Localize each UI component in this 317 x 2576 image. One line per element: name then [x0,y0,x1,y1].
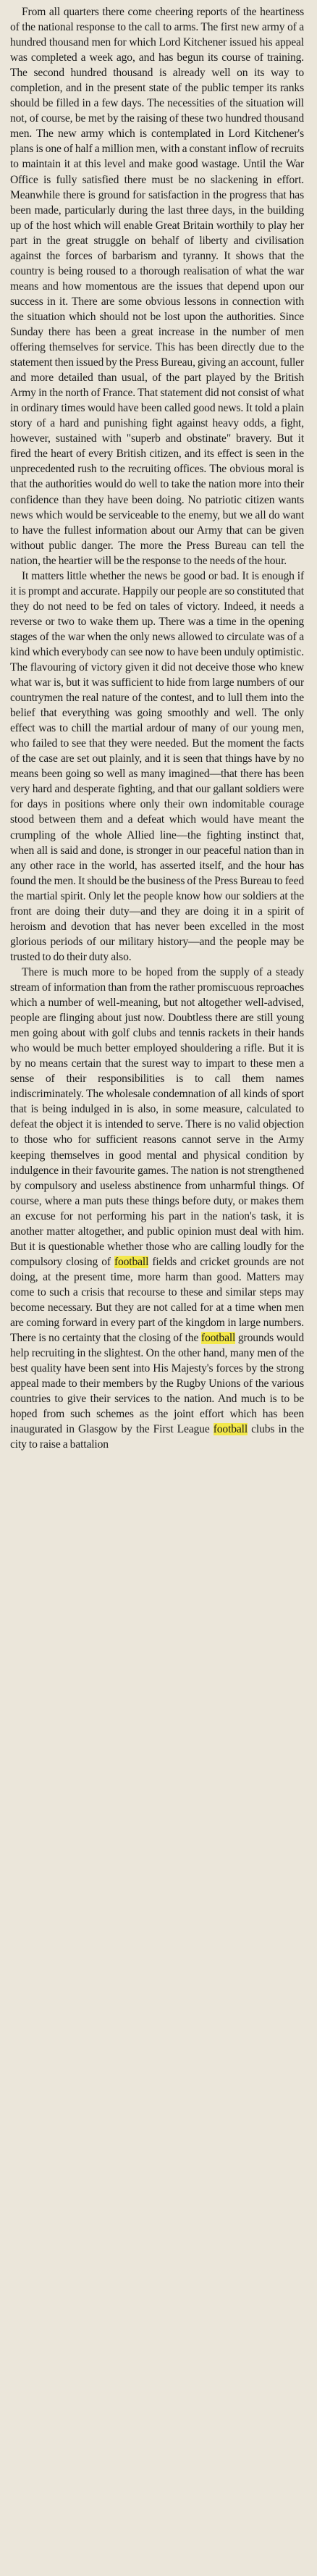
highlighted-search-term: football [114,1255,149,1268]
article-paragraph-1: From all quarters there come cheering reports of the heartiness of the national response to the call to arms. The first new army of a hundred thousand men for which Lord Kitchener issued his appeal was completed a week ago, and has begun its course of training. The second hundred thousand is already well on its way to completion, and in the present state of the public temper its ranks should be filled in a few days. The necessities of the situation will not, of course, be met by the raising of these two hundred thousand men. The new army which is contemplated in Lord Kitchener's plans is one of half a million men, with a constant inflow of recruits to maintain it at this level and make good wastage. Until the War Office is fully satisfied there must be no slackening in effort. Meanwhile there is ground for satisfaction in the progress that has been made, particularly during the last three days, in the building up of the host which will enable Great Britain worthily to play her part in the great struggle on behalf of liberty and civilisation against the forces of barbarism and tyranny. It shows that the country is being roused to a thorough realisation of what the war means and how momentous are the issues that depend upon our success in it. There are some obvious lessons in connection with the situation which should not be lost upon the authorities. Since Sunday there has been a great increase in the number of men offering themselves for service. This has been directly due to the statement then issued by the Press Bureau, giving an account, fuller and more detailed than usual, of the part played by the British Army in the north of France. That statement did not consist of what in ordinary times would have been called good news. It told a plain story of a hard and punishing fight against heavy odds, a fight, however, sustained with "superb and obstinate" bravery. But it fired the heart of every British citizen, and its effect is seen in the unprecedented rush to the recruiting offices. The obvious moral is that the authorities would do well to take the nation more into their confidence than they have been doing. No patriotic citizen wants news which would be serviceable to the enemy, but we all do want to have the fullest information about our Army that can be given without public danger. The more the Press Bureau can tell the nation, the heartier will be the response to the needs of the hour. [10,6,304,567]
article-paragraph-2: It matters little whether the news be good or bad. It is enough if it is prompt and accurate. Happily our people are so constituted that they do not need to be fed on tales of victory. Indeed, it needs a reverse or two to wake them up. There was a time in the opening stages of the war when the only news allowed to circulate was of a kind which everybody can see now to have been unduly optimistic. The flavouring of victory given it did not deceive those who knew what war is, but it was sufficient to hide from large numbers of our countrymen the real nature of the contest, and to lull them into the belief that everything was going smoothly and well. The only effect was to chill the martial ardour of many of our young men, who failed to see that they were needed. But the moment the facts of the case are set out plainly, and it is seen that things have by no means been going so well as many imagined—that there has been very hard and desperate fighting, and that our gallant soldiers were for days in positions where only their own indomitable courage stood between them and a defeat which would have meant the crumpling of the whole Allied line—the fighting instinct that, when all is said and done, is stronger in our peaceful nation than in any other race in the world, has asserted itself, and the hour has found the men. It should be the business of the Press Bureau to feed the martial spirit. Only let the people know how our soldiers at the front are doing their duty—and they are doing it in a spirit of heroism and devotion that has never been excelled in the most glorious periods of our military history—and the people may be trusted to do their duty also. [10,569,304,963]
article-paragraph-3: There is much more to be hoped from the supply of a steady stream of information than from the rather promiscuous reproaches which a number of well-meaning, but not altogether well-advised, people are flinging about just now. Doubtless there are still young men going about with golf clubs and tennis rackets in their hands who would be much better employed shouldering a rifle. But it is by no means certain that the surest way to impart to these men a sense of their responsibilities is to call them names indiscriminately. The wholesale condemnation of all kinds of sport that is being indulged in is also, in some measure, calculated to defeat the object it is intended to serve. There is no valid objection to those who for sufficient reasons cannot serve in the Army keeping themselves in good mental and physical condition by indulgence in their favourite games. The nation is not strengthened by compulsory and useless abstinence from unharmful things. Of course, where a man puts these things before duty, or makes them an excuse for not performing his part in the nation's task, it is another matter altogether, and public opinion must deal with him. But it is questionable whether those who are calling loudly for the compulsory closing of football fields and cricket grounds are not doing, at the present time, more harm than good. Matters may come to such a crisis that recourse to these and similar steps may become necessary. But they are not called for at a time when men are coming forward in every part of the kingdom in large numbers. There is no certainty that the closing of the football grounds would help recruiting in the slightest. On the other hand, many men of the best quality have been sent into His Majesty's forces by the strong appeal made to their members by the Rugby Unions of the various countries to give their services to the nation. And much is to be hoped from such schemes as the joint effort which has been inaugurated in Glasgow by the First League football clubs in the city to raise a battalion [10,965,305,1451]
highlighted-search-term: football [213,1423,248,1436]
article-column [10,4,304,1452]
highlighted-search-term: football [200,1332,236,1345]
